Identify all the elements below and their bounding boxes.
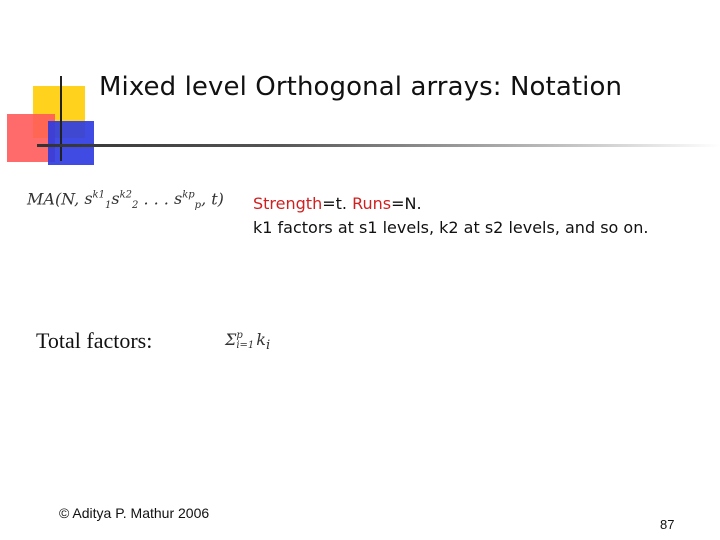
page-number: 87 (660, 517, 675, 532)
slide-title: Mixed level Orthogonal arrays: Notation (99, 72, 623, 102)
explanation-line-2: k1 factors at s1 levels, k2 at s2 levels, and so on. (253, 218, 649, 237)
logo-vertical-line (60, 76, 62, 161)
notation-explanation (253, 192, 648, 240)
formula-suffix: , t) (201, 189, 224, 209)
runs-value: =N. (391, 194, 422, 213)
formula-ellipsis: . . . (138, 189, 174, 209)
formula-term-1: $s^{k1}_1$ (84, 189, 112, 212)
runs-term: Runs (352, 194, 392, 213)
formula-term-2: $s^{k2}_2$ (111, 189, 139, 212)
total-factors-label: Total factors: (36, 328, 153, 353)
formula-prefix: MA(N, (27, 189, 85, 209)
sum-symbol: Σ (225, 330, 237, 349)
strength-value: =t. (322, 194, 353, 213)
logo-blue-square (48, 121, 94, 165)
sum-lower: i=1 (236, 339, 255, 351)
title-underline (37, 144, 720, 147)
sum-term-sub: i (265, 338, 271, 354)
sum-upper: p (236, 329, 243, 341)
explanation-line-1 (253, 192, 648, 216)
copyright-footer: © Aditya P. Mathur 2006 (59, 505, 210, 521)
strength-term: Strength (253, 194, 323, 213)
sum-term: k (256, 330, 266, 349)
total-factors-sum (225, 330, 270, 353)
sum-limits (236, 331, 254, 351)
formula-term-p: $s^{kp}_p$ (173, 189, 202, 212)
ma-notation-formula (27, 186, 237, 226)
